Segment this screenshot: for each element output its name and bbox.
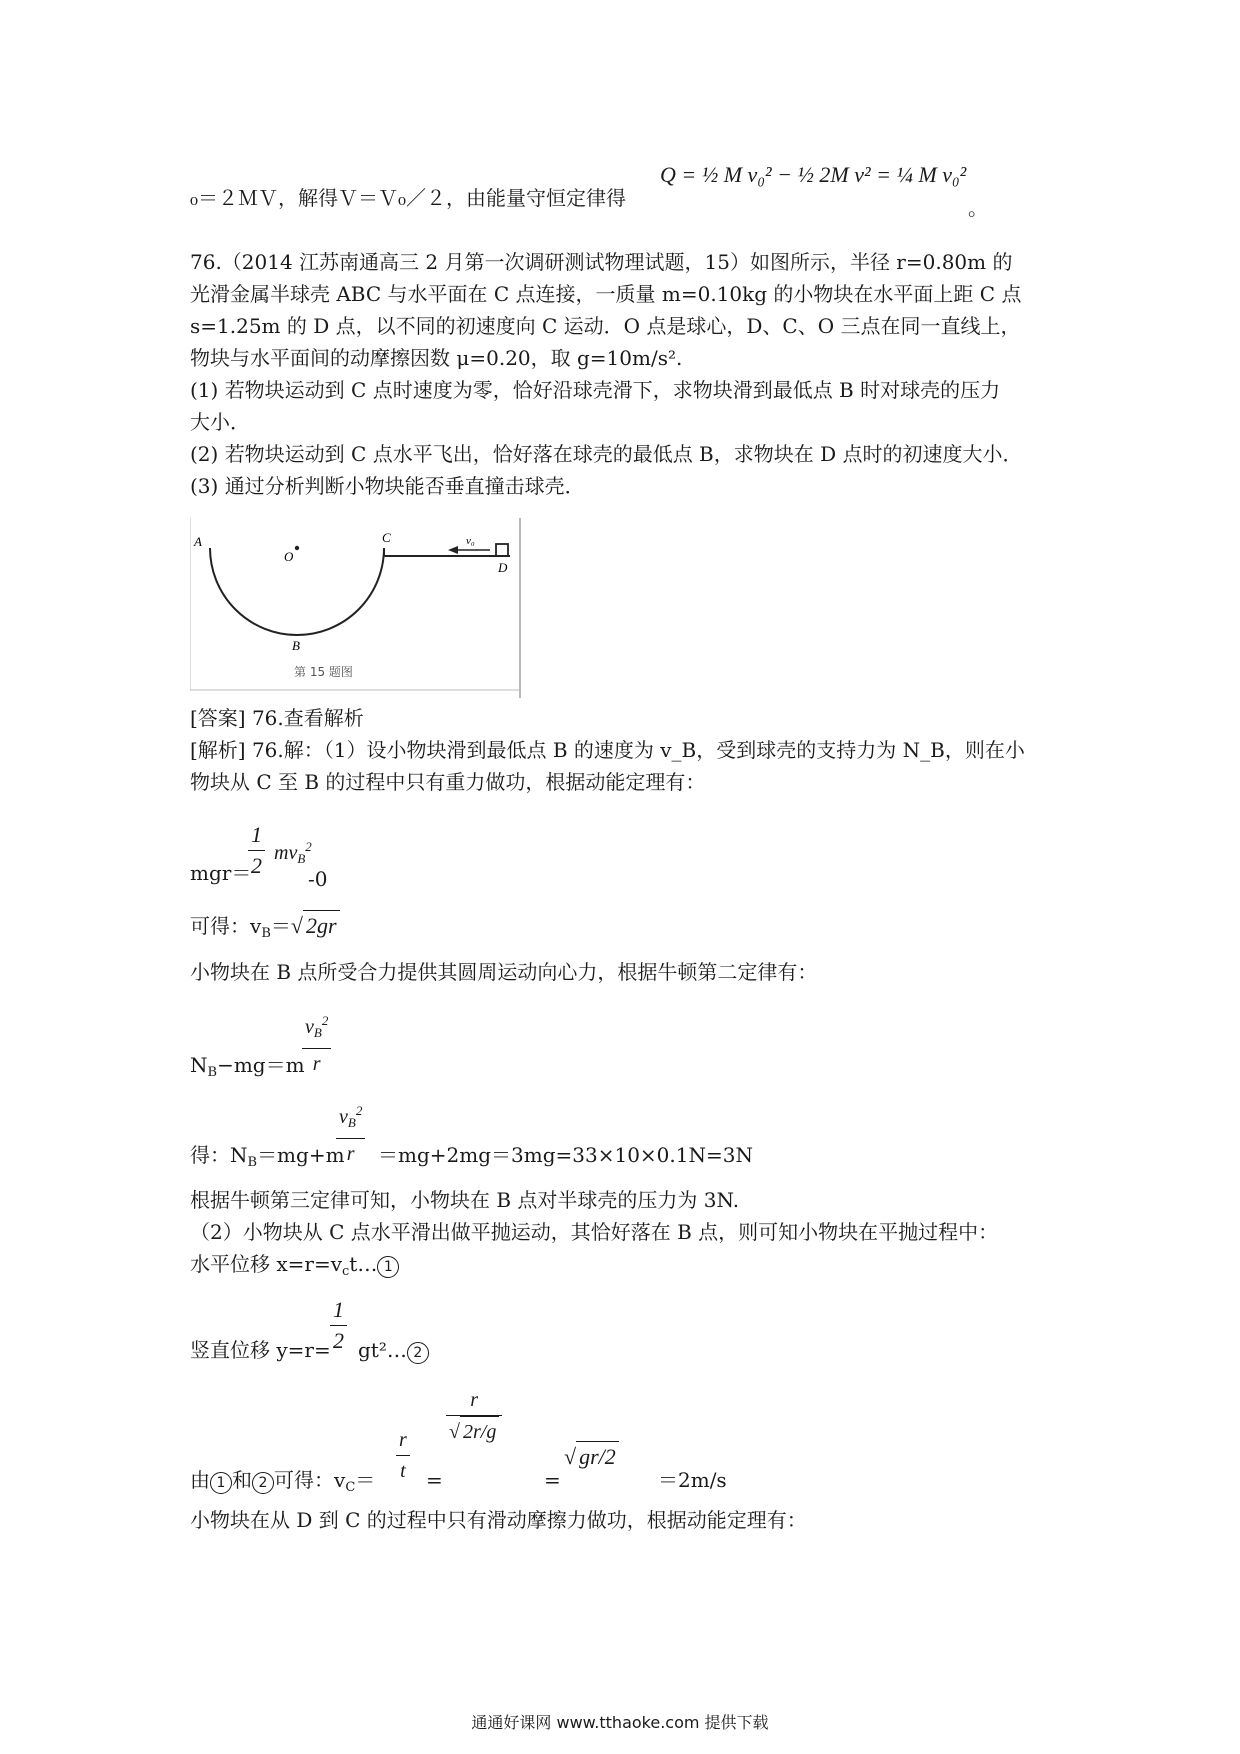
center-point bbox=[295, 546, 299, 550]
result-left-wrap bbox=[190, 1465, 375, 1503]
eq3-left bbox=[190, 1050, 305, 1088]
eq4-left bbox=[190, 1140, 345, 1178]
eq1-num: 1 bbox=[251, 822, 262, 847]
eq1-tail bbox=[274, 832, 312, 874]
hemisphere-diagram bbox=[190, 518, 530, 698]
problem-line-1: 76.（2014 江苏南通高三 2 月第一次调研测试物理试题，15）如图所示，半径 r=0.80m 的 bbox=[190, 250, 1013, 274]
horiz-end: t… bbox=[349, 1252, 378, 1276]
label-a: A bbox=[194, 534, 202, 549]
page-footer: 通通好课网 www.tthaoke.com 提供下载 bbox=[471, 1713, 769, 1732]
result-sub: C bbox=[345, 1480, 356, 1495]
frac-r-t bbox=[396, 1425, 410, 1486]
text-newton3: 根据牛顿第三定律可知，小物块在 B 点对半球壳的压力为 3N. bbox=[190, 1188, 740, 1212]
eq2-eq: ＝ bbox=[270, 914, 291, 938]
eq2-rad: 2gr bbox=[303, 910, 340, 941]
horiz-text: 水平位移 x=r=v bbox=[190, 1252, 343, 1276]
equation-2 bbox=[190, 910, 340, 949]
figure-caption: 第 15 题图 bbox=[294, 665, 353, 679]
vert-num: 1 bbox=[333, 1297, 344, 1322]
eq3-num: $v_B^2$ bbox=[305, 1013, 329, 1040]
label-o: O bbox=[284, 549, 294, 564]
eq4-right: ＝mg+2mg＝3mg=33×10×0.1N=3N bbox=[378, 1143, 753, 1167]
result-circ-1: 1 bbox=[210, 1472, 232, 1494]
problem-line-3: s=1.25m 的 D 点，以不同的初速度向 C 运动．O 点是球心，D、C、O 三点在同一直线上， bbox=[190, 314, 1021, 338]
answer-line: [答案] 76.查看解析 bbox=[190, 706, 364, 730]
hemisphere-shell bbox=[210, 548, 384, 635]
eq2-sub: B bbox=[261, 926, 271, 941]
result-eq: ＝ bbox=[355, 1468, 376, 1492]
eq4-fraction bbox=[336, 1096, 365, 1169]
analysis-line-1: [解析] 76.解：（1）设小物块滑到最低点 B 的速度为 v_B，受到球壳的支持力为 N_B，则在小 bbox=[190, 738, 1025, 762]
eq3-n: N bbox=[190, 1053, 208, 1077]
eq3-den: r bbox=[302, 1048, 331, 1079]
prev-tail-line bbox=[190, 183, 626, 213]
formula-q-text: Q = ½ M v₀² − ½ 2M v² = ¼ M v₀² bbox=[660, 162, 967, 187]
eq3-sub: B bbox=[207, 1065, 218, 1080]
vert-fraction bbox=[330, 1295, 347, 1356]
horizontal-displacement bbox=[190, 1249, 399, 1287]
sqrt-gr-2: √ gr/2 bbox=[564, 1441, 619, 1472]
circled-2: 2 bbox=[407, 1342, 429, 1364]
problem-line-4: 物块与水平面间的动摩擦因数 μ=0.20，取 g=10m/s². bbox=[190, 346, 683, 370]
eq1-den: 2 bbox=[248, 850, 265, 881]
label-c: C bbox=[382, 530, 391, 545]
result-and: 和 bbox=[232, 1468, 252, 1492]
question-1-b: 大小． bbox=[190, 410, 250, 434]
formula-q bbox=[660, 160, 966, 190]
eq1-sub: B bbox=[297, 851, 306, 866]
last-line: 小物块在从 D 到 C 的过程中只有滑动摩擦力做功，根据动能定理有： bbox=[190, 1508, 807, 1532]
result-mid: 可得：v bbox=[274, 1468, 346, 1492]
frac-r-t-num: r bbox=[399, 1429, 407, 1451]
block bbox=[496, 544, 508, 556]
eq4-mid: ＝mg+m bbox=[257, 1143, 345, 1167]
analysis-line-2: 物块从 C 至 B 的过程中只有重力做功，根据动能定理有： bbox=[190, 770, 706, 794]
vert-end-wrap bbox=[358, 1335, 429, 1365]
frac-r-sqrt-den: √ 2r/g bbox=[446, 1415, 502, 1447]
frac-r-sqrt bbox=[446, 1385, 502, 1447]
eq-sign-1: = bbox=[426, 1468, 443, 1492]
eq-sign-2: = bbox=[544, 1468, 561, 1492]
vert-left: 竖直位移 y=r= bbox=[190, 1338, 331, 1362]
prev-tail-text: ₀＝２ＭＶ，解得Ｖ＝Ｖ₀／２，由能量守恒定律得 bbox=[190, 186, 627, 210]
part-2-line: （2）小物块从 C 点水平滑出做平抛运动，其恰好落在 B 点，则可知小物块在平抛过程中： bbox=[190, 1220, 999, 1244]
eq1-end: -0 bbox=[308, 867, 328, 891]
eq2-left: 可得：v bbox=[190, 914, 262, 938]
eq1-tail-text: mv bbox=[274, 842, 298, 864]
eq4-num: $v_B^2$ bbox=[339, 1103, 363, 1130]
text-newton2: 小物块在 B 点所受合力提供其圆周运动向心力，根据牛顿第二定律有： bbox=[190, 960, 818, 984]
eq4-sub: B bbox=[247, 1155, 258, 1170]
label-d: D bbox=[498, 560, 508, 575]
result-circ-2: 2 bbox=[252, 1472, 274, 1494]
problem-line-2: 光滑金属半球壳 ABC 与水平面在 C 点连接，一质量 m=0.10kg 的小物块在水平面上距 C 点 bbox=[190, 282, 1022, 306]
eq4-den: r bbox=[336, 1138, 365, 1169]
label-b: B bbox=[292, 638, 300, 653]
frac-r-sqrt-num: r bbox=[470, 1389, 479, 1411]
eq3-mid: −mg＝m bbox=[217, 1053, 305, 1077]
eq3-fraction bbox=[302, 1006, 331, 1079]
result-end: ＝2m/s bbox=[658, 1468, 727, 1492]
eq1-left: mgr＝ bbox=[190, 861, 252, 885]
question-2: (2) 若物块运动到 C 点水平飞出，恰好落在球壳的最低点 B，求物块在 D 点时的初速度大小． bbox=[190, 442, 1023, 466]
circled-1: 1 bbox=[377, 1256, 399, 1278]
question-3: (3) 通过分析判断小物块能否垂直撞击球壳． bbox=[190, 474, 585, 498]
eq1-sup: 2 bbox=[305, 839, 312, 854]
frac-r-t-den: t bbox=[396, 1455, 410, 1486]
question-1-a: (1) 若物块运动到 C 点时速度为零，恰好沿球壳滑下，求物块滑到最低点 B 时对球壳的压力 bbox=[190, 378, 1001, 402]
prev-tail-end: 。 bbox=[968, 196, 988, 220]
eq1-fraction bbox=[248, 820, 265, 881]
vert-end: gt²… bbox=[358, 1338, 407, 1362]
label-v0: v₀ bbox=[466, 535, 475, 547]
eq4-n: 得：N bbox=[190, 1143, 248, 1167]
result-left: 由 bbox=[190, 1468, 210, 1492]
horiz-sub: c bbox=[342, 1264, 350, 1279]
sqrt-sign: √ bbox=[290, 913, 303, 938]
vert-den: 2 bbox=[330, 1325, 347, 1356]
hemisphere-figure bbox=[190, 518, 530, 698]
